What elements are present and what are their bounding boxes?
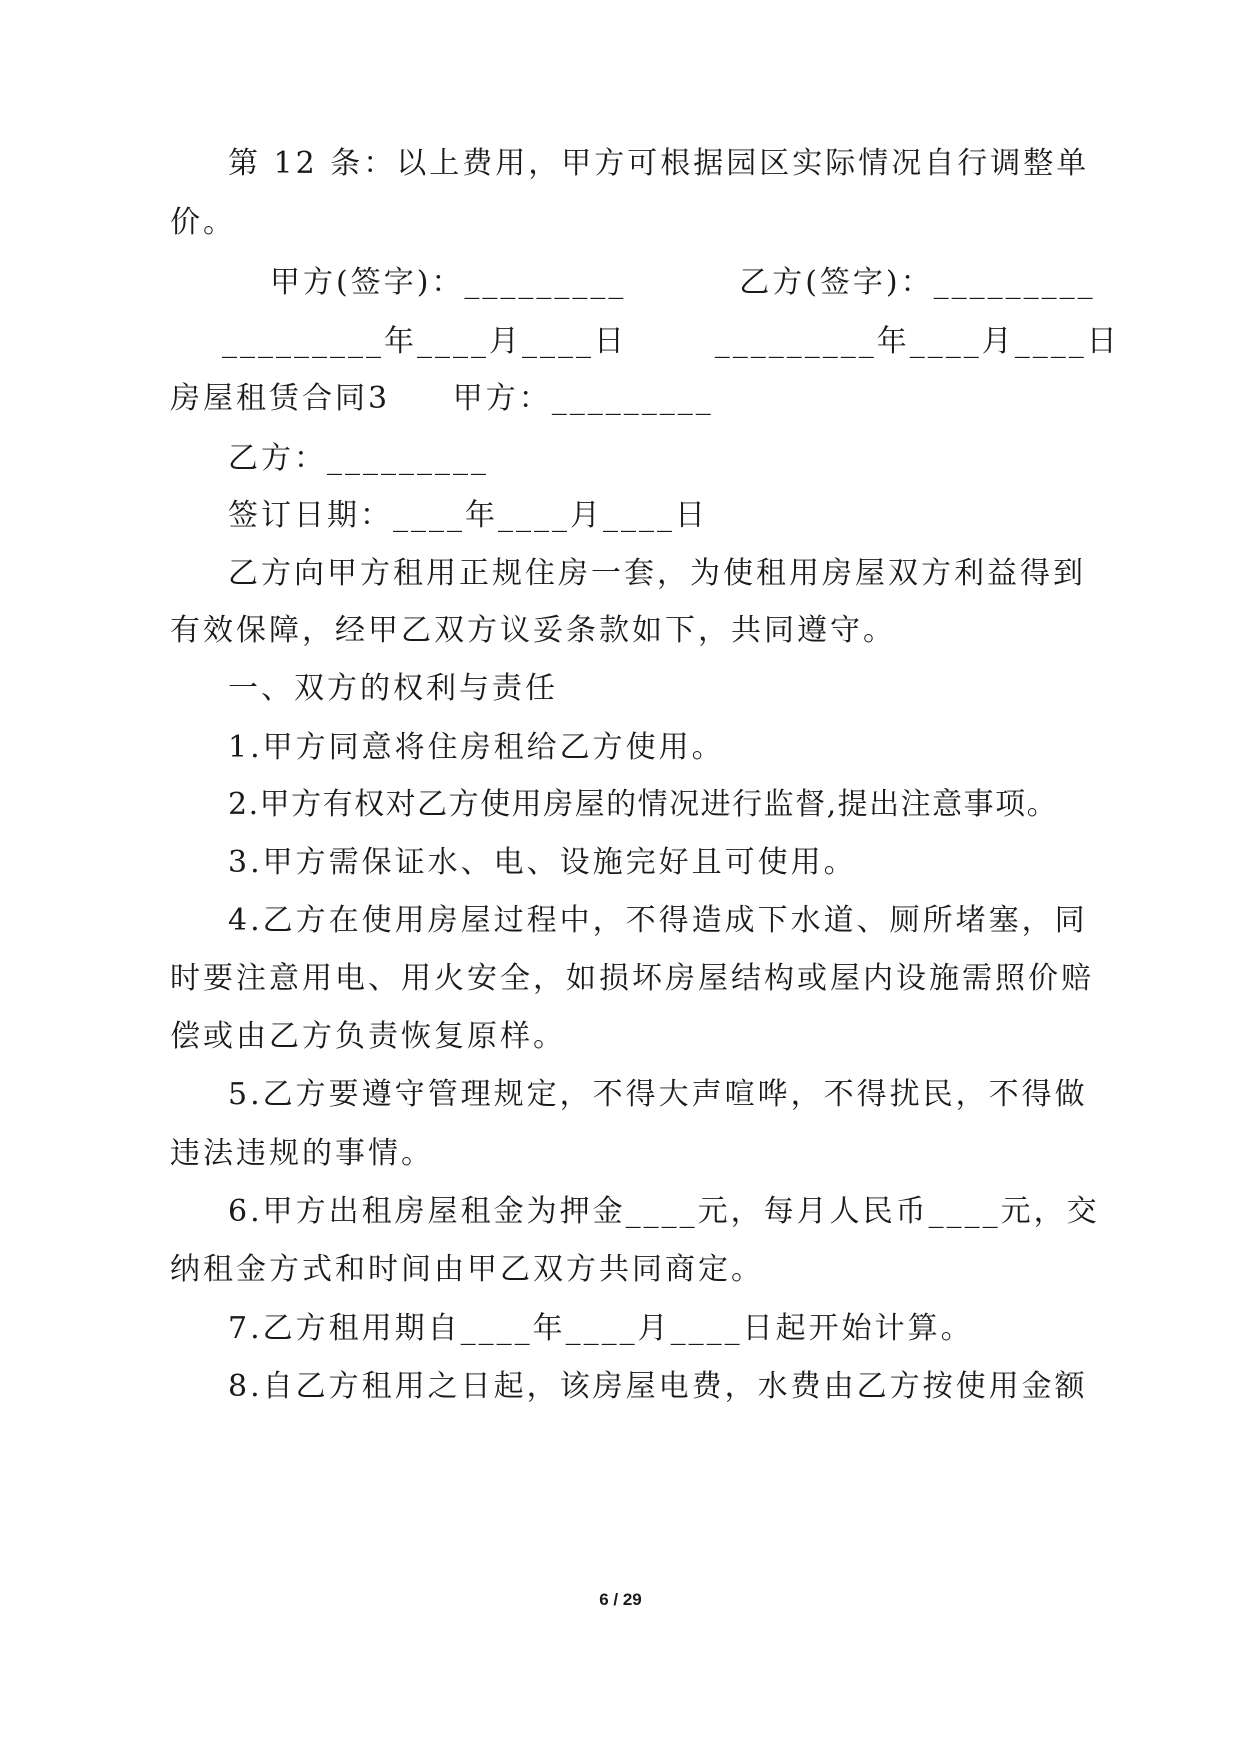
signature-line: 甲方(签字)：_________ 乙方(签字)：_________ xyxy=(270,265,1096,300)
list-item: 7.乙方租用期自____年____月____日起开始计算。 xyxy=(228,1311,974,1346)
text-line: 第 12 条：以上费用，甲方可根据园区实际情况自行调整单 xyxy=(228,146,1090,181)
list-item: 3.甲方需保证水、电、设施完好且可使用。 xyxy=(228,845,857,880)
list-item: 6.甲方出租房屋租金为押金____元，每月人民币____元，交 xyxy=(228,1194,1100,1229)
list-item: 1.甲方同意将住房租给乙方使用。 xyxy=(228,730,725,765)
date-line: _________年____月____日 _________年____月____日 xyxy=(222,324,1120,359)
text-line: 签订日期：____年____月____日 xyxy=(228,498,708,533)
list-item: 5.乙方要遵守管理规定，不得大声喧哗，不得扰民，不得做 xyxy=(228,1077,1088,1112)
text-line: 纳租金方式和时间由甲乙双方共同商定。 xyxy=(170,1252,764,1287)
text-line: 偿或由乙方负责恢复原样。 xyxy=(170,1019,566,1054)
list-item: 4.乙方在使用房屋过程中，不得造成下水道、厕所堵塞，同 xyxy=(228,903,1088,938)
text-line: 乙方向甲方租用正规住房一套，为使租用房屋双方利益得到 xyxy=(228,556,1086,591)
heading: 一、双方的权利与责任 xyxy=(228,671,558,706)
page-number: 6 / 29 xyxy=(599,1590,642,1609)
list-item: 2.甲方有权对乙方使用房屋的情况进行监督,提出注意事项。 xyxy=(228,787,1059,822)
text-line: 有效保障，经甲乙双方议妥条款如下，共同遵守。 xyxy=(170,613,896,648)
text-line: 违法违规的事情。 xyxy=(170,1136,434,1171)
section-title: 房屋租赁合同3 甲方：_________ xyxy=(170,381,714,416)
list-item: 8.自乙方租用之日起，该房屋电费，水费由乙方按使用金额 xyxy=(228,1369,1088,1404)
text-line: 乙方：_________ xyxy=(228,441,489,476)
text-line: 时要注意用电、用火安全，如损坏房屋结构或屋内设施需照价赔 xyxy=(170,961,1094,996)
text-line: 价。 xyxy=(170,205,236,240)
